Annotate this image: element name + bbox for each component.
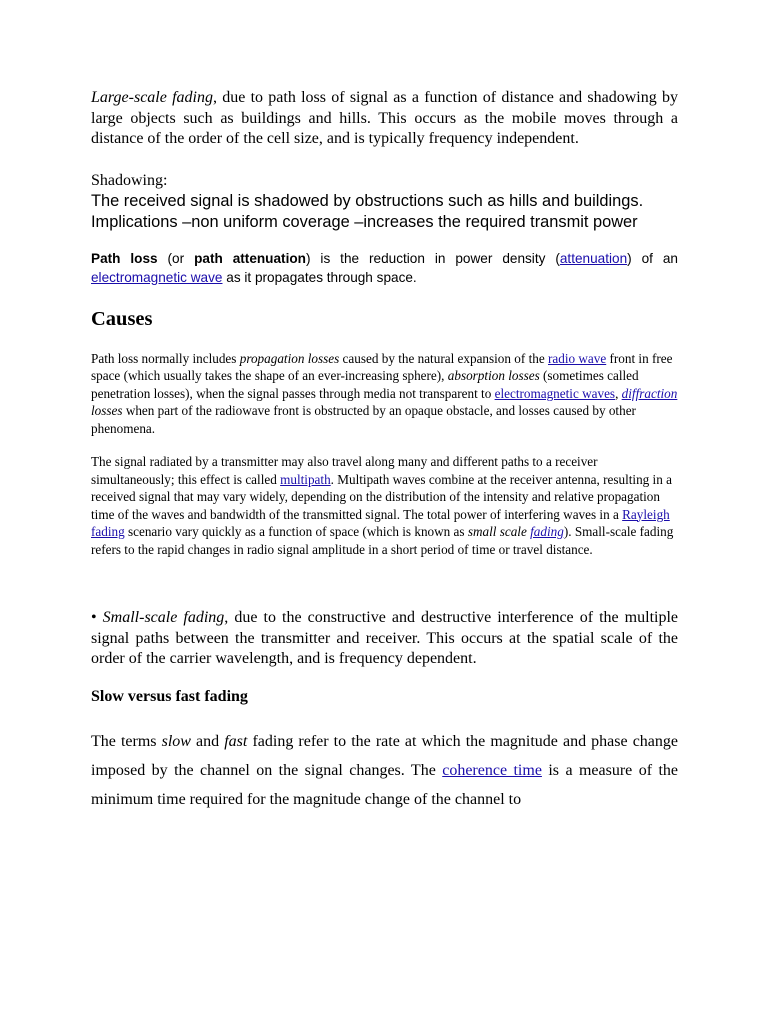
causes-heading: Causes: [91, 307, 153, 330]
electromagnetic-wave-link[interactable]: electromagnetic wave: [91, 269, 223, 285]
path-loss-term: Path loss: [91, 250, 158, 266]
attenuation-link[interactable]: attenuation: [559, 250, 628, 266]
causes-paragraph-1: [91, 350, 678, 438]
fast-term: fast: [224, 732, 248, 750]
path-loss-text-4: as it propagates through space.: [222, 269, 417, 285]
causes-p1-text-6: when part of the radiowave front is obstructed by an opaque obstacle, and losses caused by other phenomena.: [91, 403, 636, 436]
causes-p1-text-2: caused by the natural expansion of the: [339, 350, 548, 366]
svf-text-4: is a measure of the minimum time required for the magnitude change of the channel to: [91, 761, 678, 808]
slow-fast-paragraph: [91, 727, 678, 814]
electromagnetic-waves-link[interactable]: electromagnetic waves: [494, 385, 616, 401]
propagation-losses-term: propagation losses: [239, 350, 340, 366]
causes-p2-text-4: ). Small-scale fading refers to the rapid changes in radio signal amplitude in a short period of time or travel distance.: [91, 524, 674, 557]
radio-wave-link[interactable]: radio wave: [547, 350, 607, 366]
causes-p1-text-4: (sometimes called penetration losses), when the signal passes through media not transparent to: [91, 368, 639, 401]
svf-text-3: fading refer to the rate at which the magnitude and phase change imposed by the channel on the signal changes. The: [91, 732, 679, 779]
shadowing-heading: Shadowing:: [91, 171, 168, 189]
small-scale-fading-term: Small-scale fading: [102, 609, 225, 626]
large-scale-fading-paragraph: [91, 88, 678, 150]
large-scale-fading-term: Large-scale fading: [91, 89, 213, 106]
path-attenuation-term: path attenuation: [194, 250, 306, 266]
diffraction-link[interactable]: diffraction: [621, 385, 678, 401]
large-scale-fading-text: , due to path loss of signal as a function of distance and shadowing by large objects such as buildings and hills. This occurs as the mobile moves through a distance of the order of the cell size, and is typically frequency independent.: [91, 89, 678, 147]
bullet: •: [91, 609, 103, 626]
multipath-link[interactable]: multipath: [280, 471, 331, 487]
shadowing-body: The received signal is shadowed by obstructions such as hills and buildings.: [91, 191, 644, 210]
path-loss-text-2: ) is the reduction in power density (: [305, 250, 560, 266]
absorption-losses-term: absorption losses: [447, 368, 540, 383]
fading-link[interactable]: fading: [530, 524, 564, 539]
path-loss-text-3: ) of an: [627, 250, 678, 266]
causes-p1-text-1: Path loss normally includes: [91, 350, 240, 366]
slow-vs-fast-heading: Slow versus fast fading: [91, 687, 248, 705]
small-scale-fading-paragraph: [91, 608, 678, 670]
rayleigh-fading-link[interactable]: Rayleigh fading: [91, 506, 670, 539]
shadowing-implications: Implications –non uniform coverage –increases the required transmit power: [91, 212, 638, 231]
path-loss-text-1: (or: [157, 250, 195, 266]
losses-term: losses: [91, 403, 123, 418]
svf-text-2: and: [190, 732, 225, 750]
coherence-time-link[interactable]: coherence time: [442, 761, 542, 779]
causes-p1-text-3: front in free space (which usually takes the shape of an ever-increasing sphere),: [91, 350, 673, 383]
causes-p2-text-3: scenario vary quickly as a function of space (which is known as: [124, 524, 468, 539]
causes-p2-text-1: The signal radiated by a transmitter may also travel along many and different paths to a receiver simultaneously; this effect is called: [91, 454, 598, 487]
causes-paragraph-2: [91, 453, 678, 558]
causes-p1-text-5: ,: [615, 385, 622, 401]
small-scale-fading-text: , due to the constructive and destructive interference of the multiple signal paths between the transmitter and receiver. This occurs at the spatial scale of the order of the carrier wavelength, and is frequency dependent.: [91, 609, 679, 667]
document-page: [91, 88, 678, 814]
causes-p2-text-2: . Multipath waves combine at the receiver antenna, resulting in a received signal that may vary widely, depending on the distribution of the intensity and relative propagation time of the waves and bandwidth of the transmitted signal. The total power of interfering waves in a: [91, 471, 672, 522]
path-loss-paragraph: [91, 249, 678, 287]
svf-text-1: The terms: [91, 732, 162, 750]
slow-term: slow: [161, 732, 191, 750]
small-scale-term: small scale: [467, 524, 531, 539]
